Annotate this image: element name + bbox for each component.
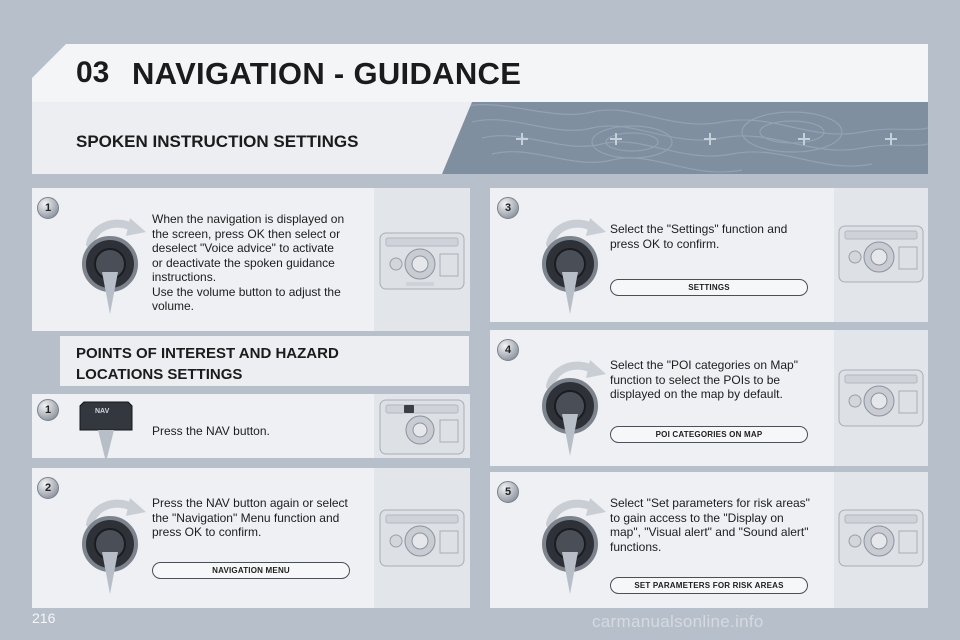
menu-label-pill: SETTINGS	[610, 279, 808, 296]
plus-mark-icon	[516, 133, 897, 145]
step-text-nav-2	[152, 496, 372, 540]
push-arrow-icon	[562, 552, 578, 594]
text-line: Press the NAV button again or select	[152, 496, 348, 510]
text-line: Use the volume button to adjust the	[152, 284, 341, 299]
chapter-title: NAVIGATION - GUIDANCE	[132, 56, 522, 91]
text-line: Select the "POI categories on Map"	[610, 358, 798, 372]
push-arrow-icon	[102, 552, 118, 594]
section-spoken-title: SPOKEN INSTRUCTION SETTINGS	[76, 132, 359, 151]
step-badge: 1	[37, 399, 59, 421]
text-line: press OK to confirm.	[152, 525, 262, 539]
control-panel-image	[834, 188, 928, 322]
text-line: to gain access to the "Display on	[610, 510, 784, 525]
text-line: map", "Visual alert" and "Sound alert"	[610, 525, 809, 539]
step-text-4	[610, 358, 832, 402]
step-text-3	[610, 222, 832, 251]
control-panel-icon	[374, 468, 470, 608]
rotary-knob-graphic	[536, 494, 610, 598]
step-text-spoken-1	[152, 212, 372, 314]
rotary-knob-graphic	[536, 214, 610, 318]
control-panel-icon	[374, 394, 470, 458]
text-line: Select the "Settings" function and	[610, 222, 788, 236]
text-line: Select "Set parameters for risk areas"	[610, 496, 810, 510]
step-text-nav-1	[152, 424, 372, 439]
text-line: volume.	[152, 299, 195, 313]
control-panel-image	[374, 188, 470, 331]
step-badge: 1	[37, 197, 59, 219]
nav-button-graphic	[78, 400, 138, 464]
text-line: press OK to confirm.	[610, 236, 720, 251]
text-line: displayed on the map by default.	[610, 387, 783, 401]
control-panel-image	[834, 330, 928, 466]
text-line: function to select the POIs to be	[610, 372, 781, 387]
rotary-knob-graphic	[76, 494, 150, 598]
control-panel-icon	[834, 472, 928, 608]
control-panel-image	[374, 394, 470, 458]
text-line: When the navigation is displayed on	[152, 212, 345, 226]
text-line: functions.	[610, 539, 662, 554]
text-line: or deactivate the spoken guidance	[152, 255, 335, 270]
step-text-5	[610, 496, 832, 554]
control-panel-image	[834, 472, 928, 608]
section-poi-title-line: LOCATIONS SETTINGS	[76, 366, 243, 383]
section-poi-title-line: POINTS OF INTEREST AND HAZARD	[76, 345, 339, 362]
push-arrow-icon	[98, 430, 114, 462]
menu-label-pill: POI CATEGORIES ON MAP	[610, 426, 808, 443]
step-badge: 4	[497, 339, 519, 361]
menu-label-pill: NAVIGATION MENU	[152, 562, 350, 579]
watermark: carmanualsonline.info	[592, 612, 764, 631]
chapter-number: 03	[76, 56, 110, 89]
push-arrow-icon	[562, 414, 578, 456]
control-panel-icon	[834, 330, 928, 466]
control-panel-image	[374, 468, 470, 608]
control-panel-icon	[374, 188, 470, 331]
text-line: deselect "Voice advice" to activate	[152, 241, 334, 255]
step-badge: 2	[37, 477, 59, 499]
rotary-knob-graphic	[536, 356, 610, 460]
step-badge: 3	[497, 197, 519, 219]
push-arrow-icon	[562, 272, 578, 314]
text-line: instructions.	[152, 270, 217, 284]
text-line: the "Navigation" Menu function and	[152, 510, 340, 525]
menu-label-pill: SET PARAMETERS FOR RISK AREAS	[610, 577, 808, 594]
text-line: Press the NAV button.	[152, 424, 270, 438]
step-badge: 5	[497, 481, 519, 503]
push-arrow-icon	[102, 272, 118, 314]
rotary-knob-graphic	[76, 214, 150, 318]
nav-button-label: NAV	[95, 408, 110, 415]
page-number: 216	[32, 610, 56, 626]
section-poi-title	[76, 343, 339, 385]
text-line: the screen, press OK then select or	[152, 226, 341, 241]
control-panel-icon	[834, 188, 928, 322]
